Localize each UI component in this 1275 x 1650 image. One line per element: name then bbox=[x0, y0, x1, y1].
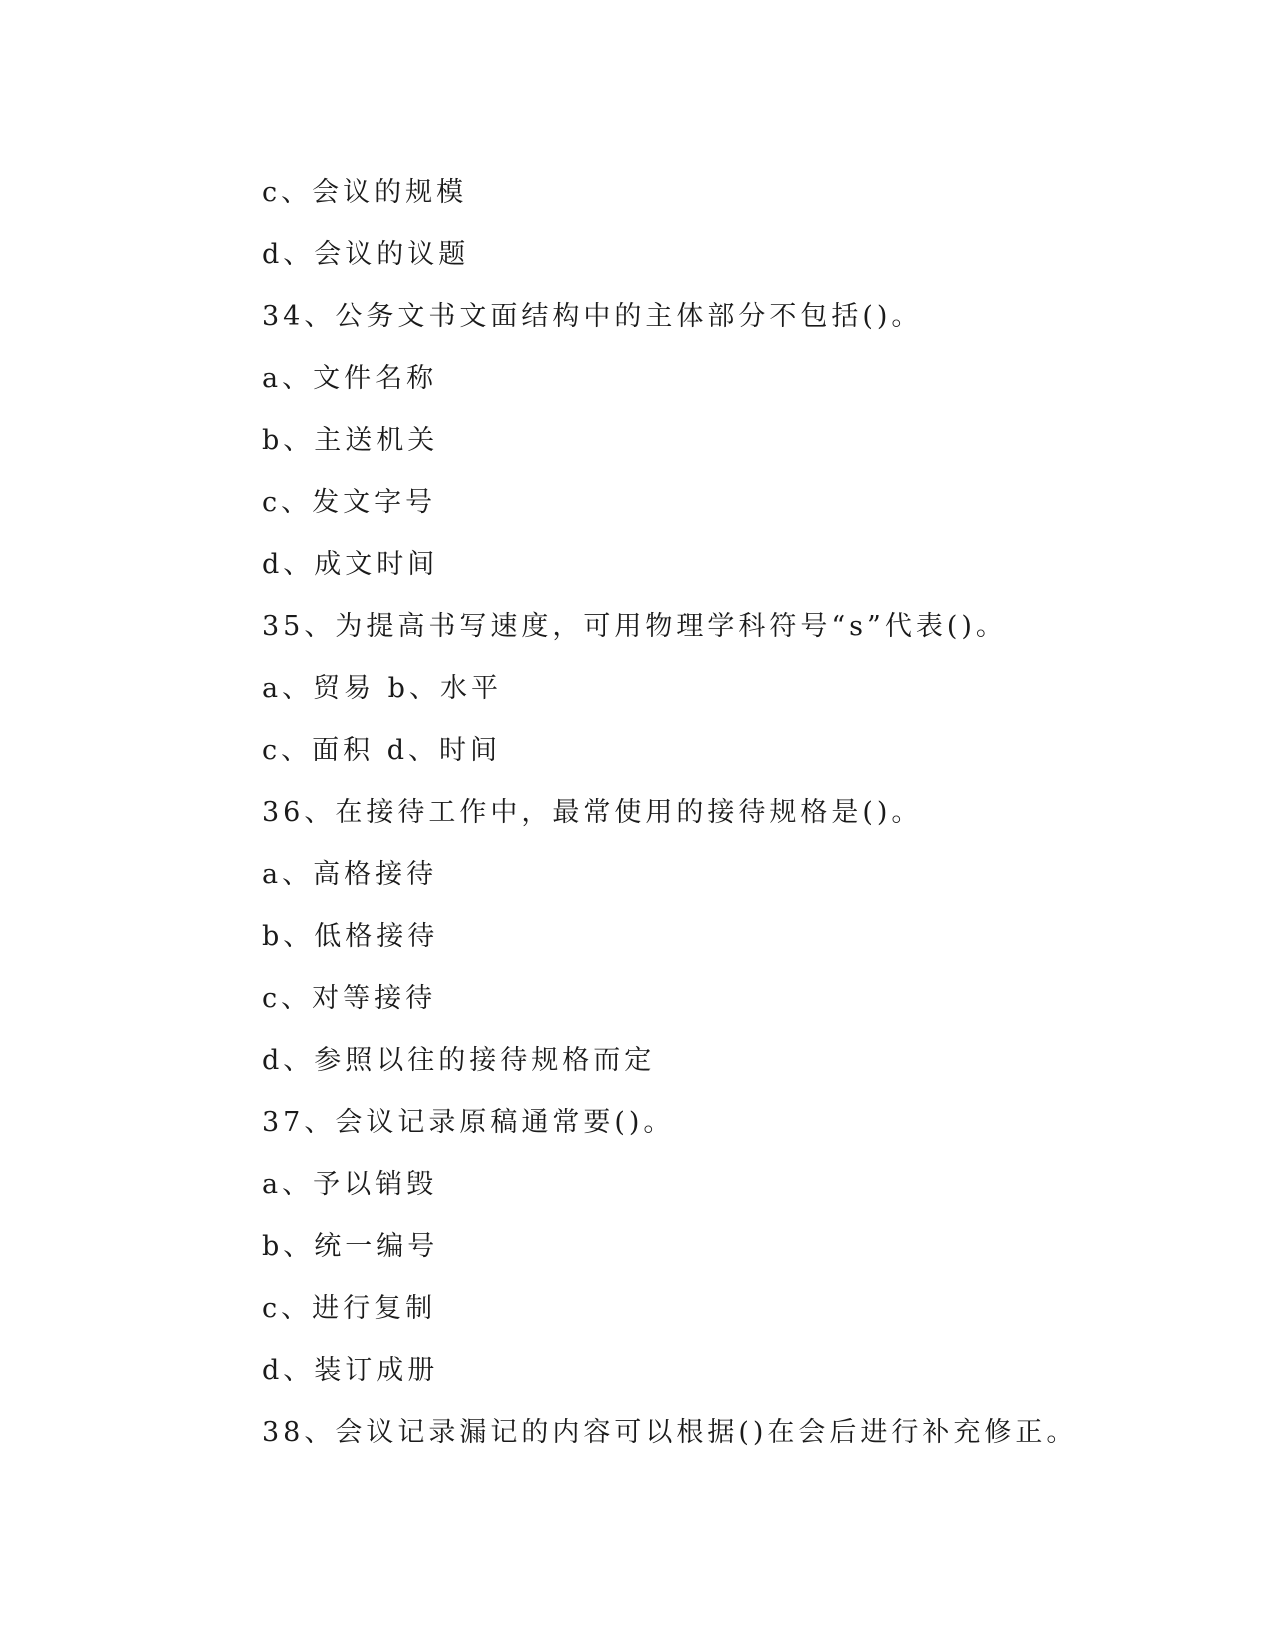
q34-option-b: b、主送机关 bbox=[262, 425, 439, 456]
q37-option-a: a、予以销毁 bbox=[262, 1169, 438, 1200]
q34-option-a: a、文件名称 bbox=[262, 363, 438, 394]
document-body bbox=[262, 162, 1162, 1464]
option-c-line: c、会议的规模 bbox=[262, 177, 468, 208]
option-d-line: d、会议的议题 bbox=[262, 239, 470, 270]
q37-option-b: b、统一编号 bbox=[262, 1231, 439, 1262]
q36-option-b: b、低格接待 bbox=[262, 921, 439, 952]
question-37: 37、会议记录原稿通常要()。 bbox=[262, 1107, 675, 1138]
q35-options-cd: c、面积 d、时间 bbox=[262, 735, 501, 766]
question-35: 35、为提高书写速度，可用物理学科符号“s”代表()。 bbox=[262, 611, 1007, 642]
q36-option-d: d、参照以往的接待规格而定 bbox=[262, 1045, 656, 1076]
q37-option-c: c、进行复制 bbox=[262, 1293, 437, 1324]
q35-options-ab: a、贸易 b、水平 bbox=[262, 673, 502, 704]
question-38: 38、会议记录漏记的内容可以根据()在会后进行补充修正。 bbox=[262, 1417, 1078, 1448]
q34-option-c: c、发文字号 bbox=[262, 487, 437, 518]
q36-option-c: c、对等接待 bbox=[262, 983, 437, 1014]
question-36: 36、在接待工作中，最常使用的接待规格是()。 bbox=[262, 797, 923, 828]
question-34: 34、公务文书文面结构中的主体部分不包括()。 bbox=[262, 301, 923, 332]
q34-option-d: d、成文时间 bbox=[262, 549, 439, 580]
q37-option-d: d、装订成册 bbox=[262, 1355, 439, 1386]
q36-option-a: a、高格接待 bbox=[262, 859, 438, 890]
